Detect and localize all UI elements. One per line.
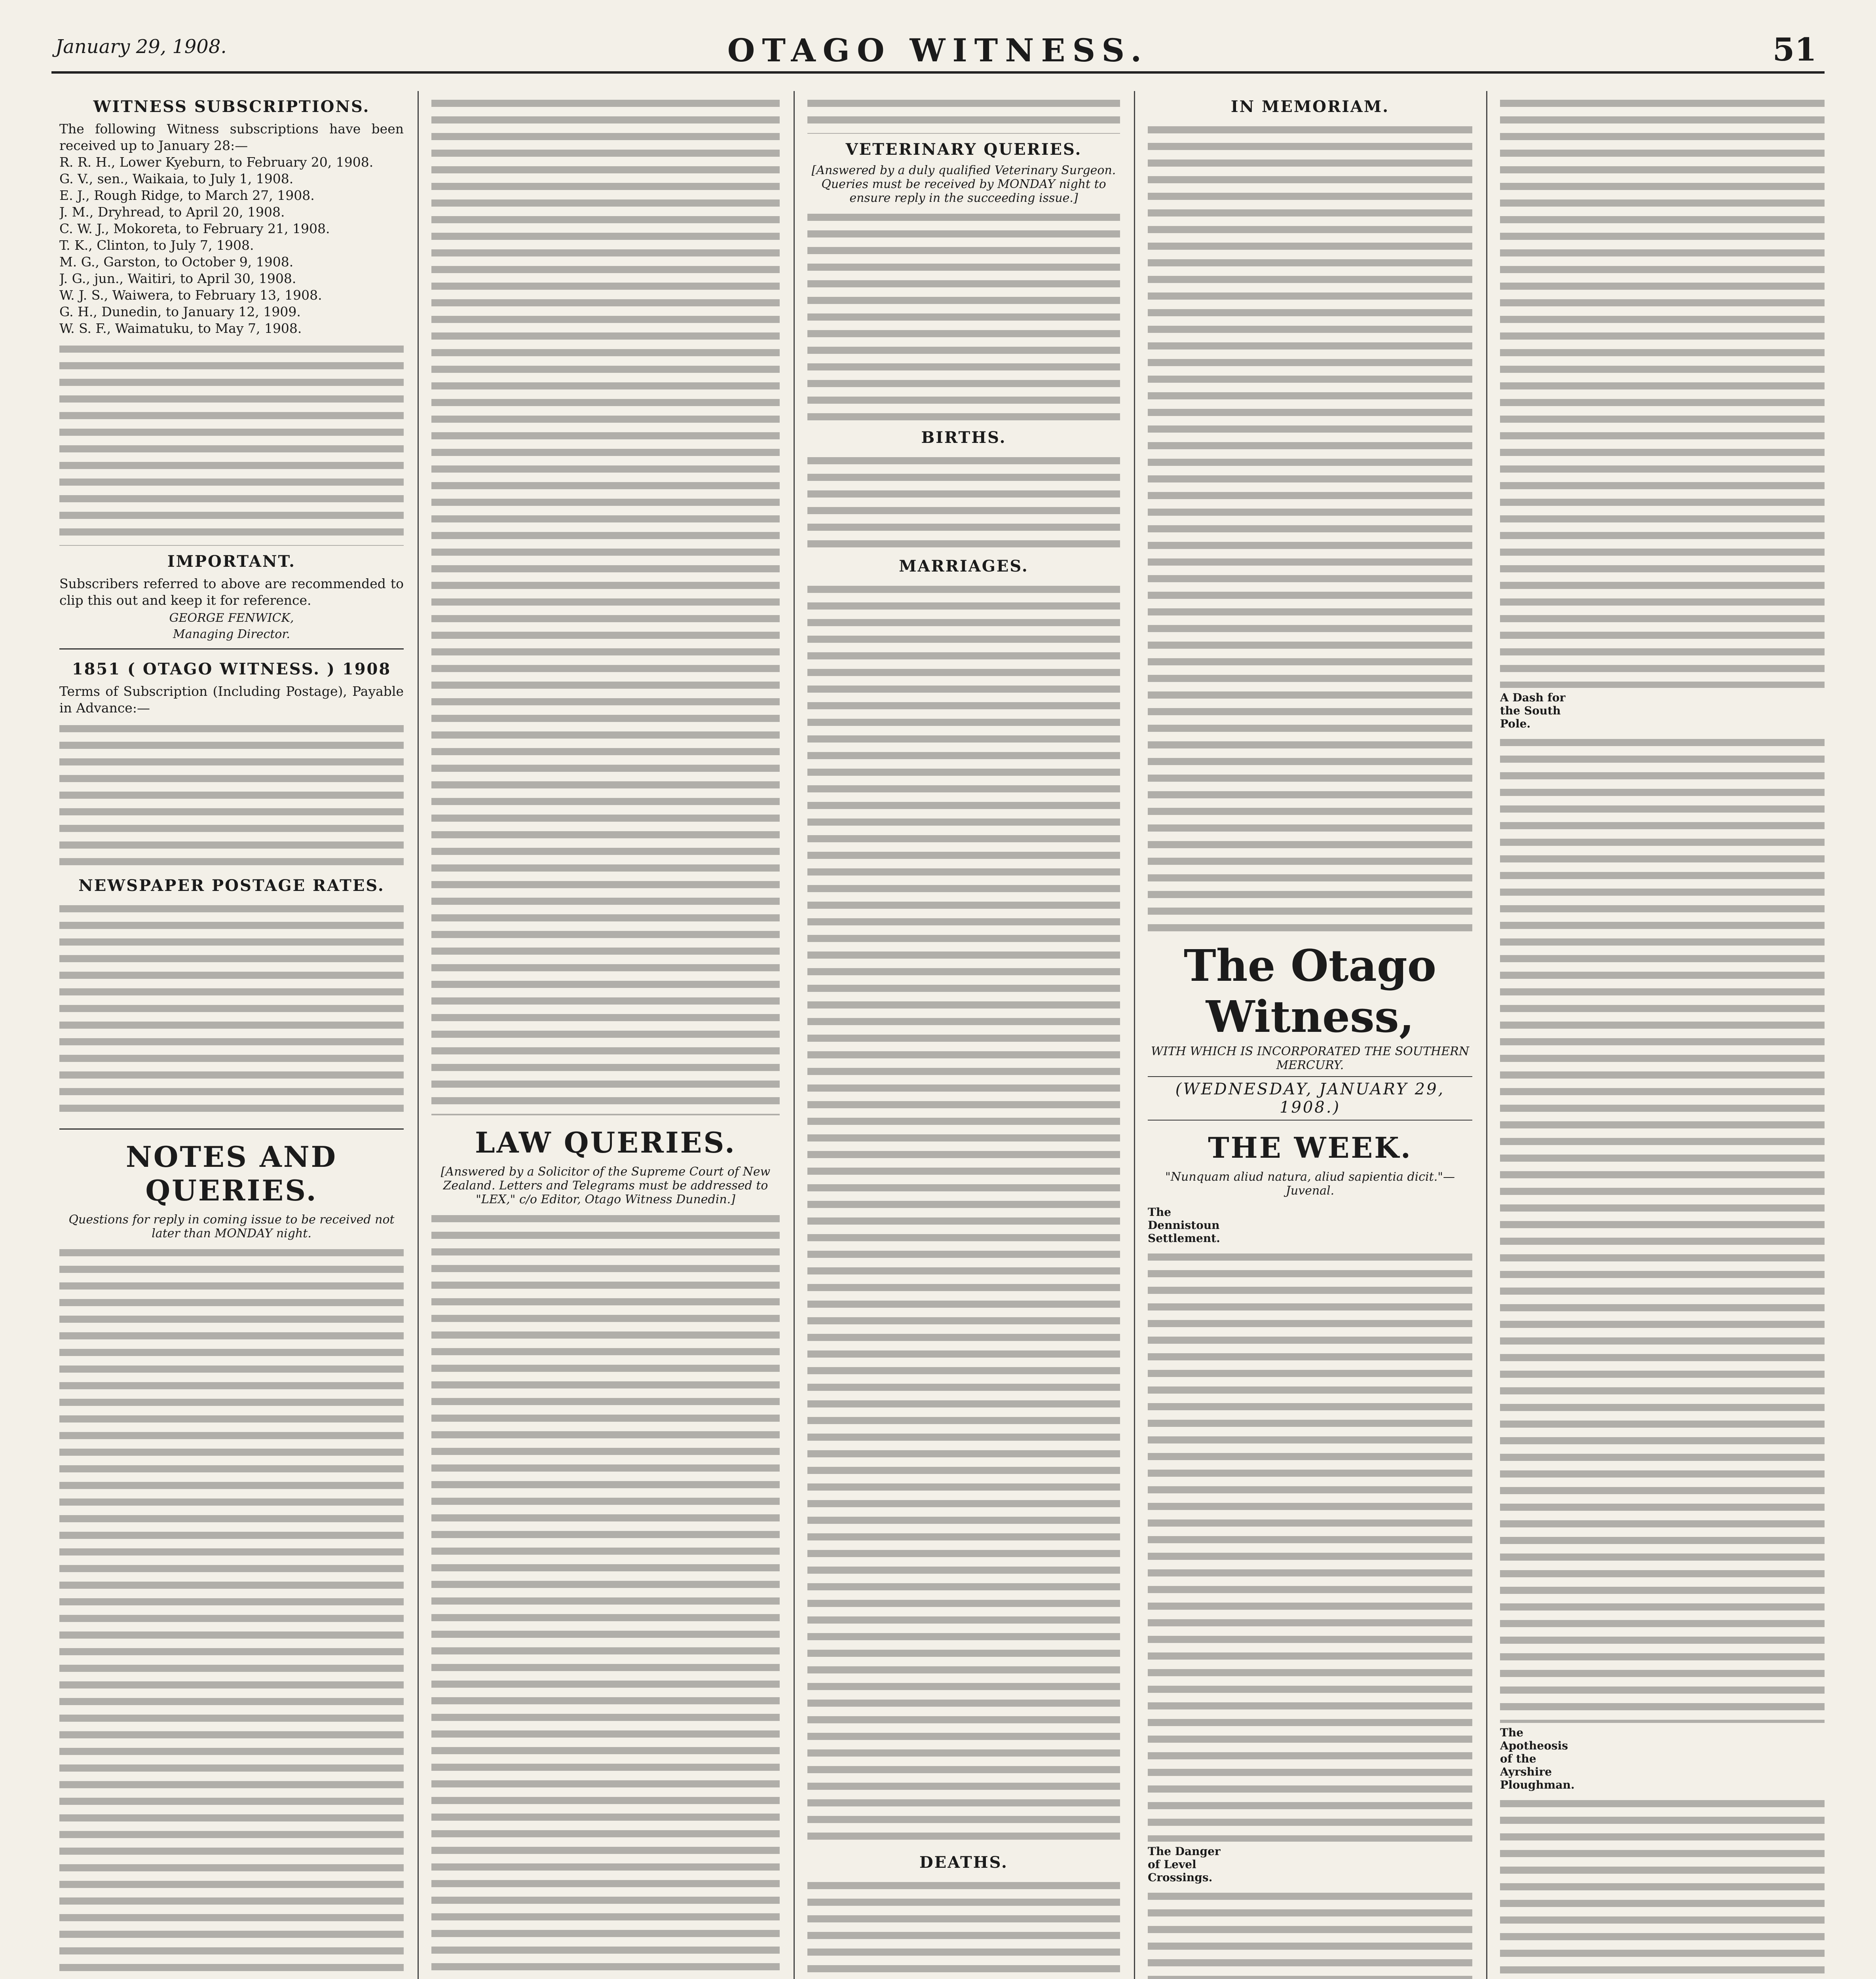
subscription-box [59,648,404,1130]
subscription-entry: G. V., sen., Waikaia, to July 1, 1908. [59,171,294,186]
veterinary-sub: [Answered by a duly qualified Veterinary Surgeon. Queries must be received by MONDAY night to ensure reply in the succeeding issue.] [811,163,1116,205]
signature-role: Managing Director. [173,627,290,641]
subscription-entry: W. S. F., Waimatuku, to May 7, 1908. [59,321,302,336]
subscriptions-heading: WITNESS SUBSCRIPTIONS. [93,97,370,116]
week-body-1 [1148,1248,1472,1842]
otago-witness-title: The Otago Witness, [1183,940,1437,1042]
column-rule [794,91,795,1979]
week-motto: "Nunquam aliud natura, aliud sapientia dicit."—Juvenal. [1165,1170,1455,1198]
subscription-entry: M. G., Garston, to October 9, 1908. [59,254,294,270]
marriages-heading: MARRIAGES. [899,557,1029,575]
page-number: 51 [1772,31,1817,68]
side-head-dennistoun: The Dennistoun Settlement. [1148,1206,1220,1245]
postage-heading: NEWSPAPER POSTAGE RATES. [78,876,385,895]
week-body-5 [1500,1795,1825,1979]
important-text: Subscribers referred to above are recommended to clip this out and keep it for reference. [59,576,404,608]
box-title: 1851 ( OTAGO WITNESS. ) 1908 [72,660,391,678]
column-3 [807,91,1120,1979]
terms-text: Terms of Subscription (Including Postage), Payable in Advance:— [59,684,404,716]
subscriptions-list [59,154,404,337]
postage-body [59,900,404,1121]
week-body-3 [1500,94,1825,688]
notes-sub: Questions for reply in coming issue to be received not later than MONDAY night. [68,1213,395,1240]
veterinary-heading: VETERINARY QUERIES. [845,140,1082,159]
column-2 [431,91,780,1979]
law-queries-heading: LAW QUERIES. [475,1126,737,1159]
deaths-body [807,1876,1120,1979]
marriages-body [807,580,1120,1847]
memoriam-heading-2: IN MEMORIAM. [1230,97,1390,116]
subscription-entry: G. H., Dunedin, to January 12, 1909. [59,304,301,319]
continued-text [807,94,1120,134]
side-head-south-pole: A Dash for the South Pole. [1500,691,1566,730]
column-rule [1486,91,1487,1979]
issue-date: January 29, 1908. [55,36,227,58]
column-5 [1500,91,1825,1979]
notes-body [59,1244,404,1979]
column-1 [59,91,404,1979]
subscriptions-text [59,340,404,546]
week-body-4 [1500,733,1825,1723]
important-heading: IMPORTANT. [167,552,296,571]
veterinary-body [807,208,1120,422]
subscription-entry: T. K., Clinton, to July 7, 1908. [59,237,254,253]
week-date: (WEDNESDAY, JANUARY 29, 1908.) [1148,1076,1472,1121]
deaths-heading: DEATHS. [919,1853,1008,1872]
subscriptions-intro: The following Witness subscriptions have been received up to January 28:— [59,121,404,153]
incorporated-line: WITH WHICH IS INCORPORATED THE SOUTHERN MERCURY. [1151,1045,1469,1072]
column-rule [418,91,419,1979]
column-4 [1148,91,1472,1979]
side-head-level-crossings: The Danger of Level Crossings. [1148,1845,1221,1884]
law-body [431,1210,780,1979]
subscription-entry: W. J. S., Waiwera, to February 13, 1908. [59,287,322,303]
births-body [807,452,1120,551]
column-rule [1134,91,1135,1979]
births-heading: BIRTHS. [921,428,1006,447]
subscription-entry: E. J., Rough Ridge, to March 27, 1908. [59,188,315,203]
subscription-entry: R. R. H., Lower Kyeburn, to February 20, 1908. [59,154,374,170]
signature: GEORGE FENWICK, [169,611,294,625]
terms-body [59,720,404,870]
memoriam-body-2 [1148,121,1472,936]
subscription-entry: C. W. J., Mokoreta, to February 21, 1908. [59,221,330,236]
subscription-entry: J. G., jun., Waitiri, to April 30, 1908. [59,271,296,286]
masthead [51,24,1825,74]
paper-title: OTAGO WITNESS. [727,32,1149,69]
the-week-heading: THE WEEK. [1208,1131,1412,1164]
notes-queries-heading: NOTES AND QUERIES. [125,1140,338,1207]
law-sub: [Answered by a Solicitor of the Supreme Court of New Zealand. Letters and Telegrams must be addressed to "LEX," c/o Editor, Otago Witness Dunedin.] [441,1165,771,1206]
notes-continued [431,94,780,1115]
week-body-2 [1148,1887,1472,1979]
subscription-entry: J. M., Dryhread, to April 20, 1908. [59,204,285,220]
side-head-burns: The Apotheosis of the Ayrshire Ploughman. [1500,1726,1575,1791]
